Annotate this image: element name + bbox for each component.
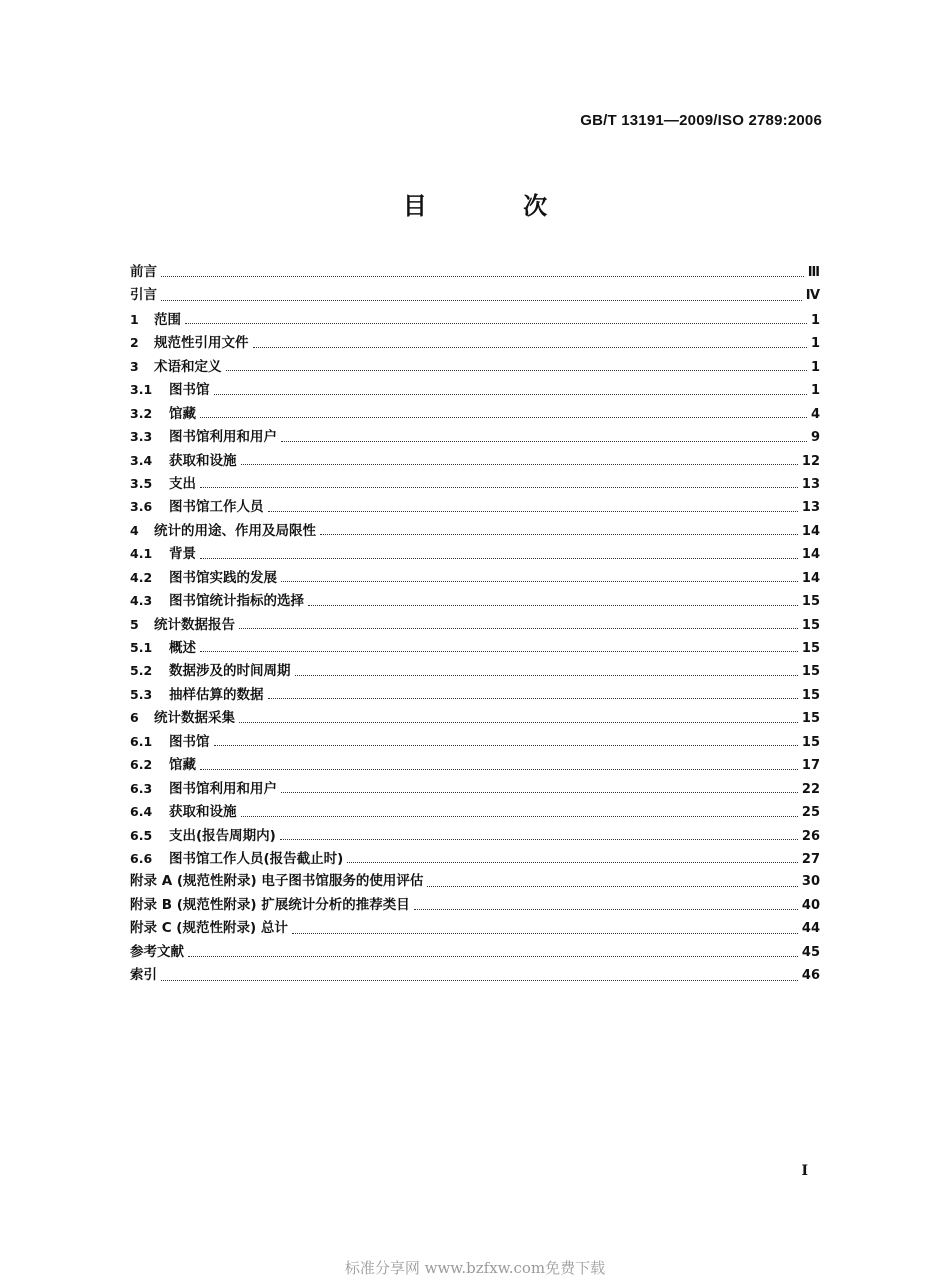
toc-entry-label: 统计数据采集 (154, 710, 235, 727)
toc-entry-label: 索引 (130, 967, 157, 984)
toc-entry[interactable] (130, 495, 820, 518)
toc-entry[interactable] (130, 308, 820, 331)
toc-entry-label: 馆藏 (169, 405, 196, 422)
toc-entry-number: 1 (130, 311, 139, 327)
toc-entry-label: 统计的用途、作用及局限性 (154, 522, 316, 539)
toc-entry[interactable] (130, 566, 820, 589)
toc-entry-page: 15 (801, 734, 820, 750)
toc-entry-page: Ⅳ (805, 288, 820, 304)
table-of-contents (130, 261, 820, 988)
toc-entry-number: 6.1 (130, 733, 153, 749)
toc-entry[interactable] (130, 800, 820, 823)
toc-entry-number: 3.4 (130, 452, 153, 468)
dot-leader (185, 322, 807, 324)
dot-leader (268, 510, 798, 512)
toc-entry-page: 4 (810, 406, 820, 422)
toc-entry-number: 6.6 (130, 850, 153, 866)
toc-entry-page: 15 (801, 617, 820, 633)
toc-entry-page: 15 (801, 641, 820, 656)
toc-entry-page: 13 (801, 476, 820, 492)
dot-leader (188, 955, 798, 957)
toc-entry-label: 图书馆 (169, 733, 210, 750)
toc-entry-label: 图书馆利用和用户 (169, 429, 277, 446)
toc-entry-label: 前言 (130, 264, 157, 280)
dot-leader (161, 299, 802, 301)
dot-leader (414, 908, 798, 910)
toc-entry[interactable] (130, 636, 820, 659)
toc-entry-page: 22 (801, 781, 820, 797)
toc-entry-page: 1 (810, 312, 820, 328)
toc-entry-page: 46 (801, 968, 820, 984)
toc-entry[interactable] (130, 777, 820, 800)
toc-entry-page: 40 (801, 897, 820, 913)
toc-entry-label: 支出(报告周期内) (169, 827, 276, 844)
toc-entry[interactable] (130, 378, 820, 401)
toc-entry-number: 5.1 (130, 640, 153, 655)
page-title: 目 次 (402, 192, 592, 220)
dot-leader (200, 416, 807, 418)
dot-leader (214, 744, 798, 746)
toc-entry-label: 获取和设施 (169, 452, 237, 469)
dot-leader (320, 533, 798, 535)
toc-entry-label: 附录 B (规范性附录) 扩展统计分析的推荐类目 (130, 896, 410, 913)
toc-entry-number: 3.1 (130, 382, 153, 398)
toc-entry-label: 统计数据报告 (154, 616, 235, 633)
toc-entry[interactable] (130, 589, 820, 612)
toc-entry-number: 5.2 (130, 663, 153, 679)
toc-entry-page: 14 (801, 570, 820, 586)
dot-leader (280, 838, 798, 840)
toc-entry[interactable] (130, 355, 820, 378)
dot-leader (295, 674, 798, 676)
toc-entry-page: 1 (810, 383, 820, 399)
toc-entry[interactable] (130, 449, 820, 472)
toc-entry[interactable] (130, 706, 820, 729)
toc-entry-page: 25 (801, 805, 820, 821)
standard-code: GB/T 13191—2009/ISO 2789:2006 (580, 112, 822, 129)
toc-entry-number: 6.3 (130, 780, 153, 796)
toc-entry[interactable] (130, 917, 820, 940)
toc-entry-number: 5 (130, 616, 139, 632)
toc-entry-number: 3.6 (130, 499, 153, 515)
toc-entry-label: 图书馆工作人员(报告截止时) (169, 850, 344, 867)
toc-entry-page: 9 (810, 430, 820, 446)
toc-entry[interactable] (130, 331, 820, 354)
dot-leader (161, 275, 804, 277)
toc-entry-label: 数据涉及的时间周期 (169, 663, 291, 680)
dot-leader (226, 369, 807, 371)
toc-entry-number: 6.2 (130, 757, 153, 773)
toc-entry-page: 12 (801, 453, 820, 469)
toc-entry-number: 3.3 (130, 429, 153, 445)
toc-entry[interactable] (130, 730, 820, 753)
dot-leader (281, 440, 807, 442)
dot-leader (200, 557, 798, 559)
toc-entry[interactable] (130, 847, 820, 870)
dot-leader (241, 815, 798, 817)
dot-leader (281, 580, 798, 582)
toc-entry-label: 引言 (130, 287, 157, 304)
toc-entry-number: 4 (130, 522, 139, 538)
toc-entry-number: 4.1 (130, 546, 153, 562)
toc-entry[interactable] (130, 613, 820, 636)
dot-leader (253, 346, 807, 348)
toc-entry-page: 14 (801, 523, 820, 539)
toc-entry-number: 6.4 (130, 804, 153, 820)
toc-entry-number: 3.2 (130, 405, 153, 421)
dot-leader (200, 768, 798, 770)
toc-entry-label: 概述 (169, 640, 196, 656)
watermark-text: 标准分享网 www.bzfxw.com免费下载 (344, 1259, 606, 1277)
toc-entry-label: 范围 (154, 311, 181, 328)
toc-entry-number: 4.3 (130, 593, 153, 609)
toc-entry-page: 15 (801, 594, 820, 610)
toc-entry[interactable] (130, 425, 820, 448)
toc-entry-page: 13 (801, 500, 820, 516)
toc-entry-page: 44 (801, 921, 820, 937)
toc-entry-label: 馆藏 (169, 757, 196, 774)
dot-leader (161, 979, 798, 981)
toc-entry[interactable] (130, 519, 820, 542)
dot-leader (200, 486, 798, 488)
toc-entry-page: 1 (810, 359, 820, 375)
toc-entry-label: 规范性引用文件 (154, 335, 249, 352)
toc-entry[interactable] (130, 284, 820, 307)
toc-entry-label: 附录 C (规范性附录) 总计 (130, 920, 288, 937)
toc-entry-label: 图书馆实践的发展 (169, 569, 277, 586)
toc-entry-label: 抽样估算的数据 (169, 686, 264, 703)
dot-leader (292, 932, 798, 934)
dot-leader (239, 627, 798, 629)
toc-entry-number: 5.3 (130, 686, 153, 702)
toc-entry[interactable] (130, 402, 820, 425)
toc-entry-number: 6.5 (130, 827, 153, 843)
toc-entry[interactable] (130, 542, 820, 565)
toc-entry-page: 17 (801, 758, 820, 774)
toc-entry[interactable] (130, 941, 820, 964)
toc-entry-number: 4.2 (130, 569, 153, 585)
toc-entry[interactable] (130, 824, 820, 847)
toc-entry[interactable] (130, 472, 820, 495)
toc-entry-number: 3 (130, 358, 139, 374)
toc-entry-label: 术语和定义 (154, 358, 222, 375)
toc-entry-page: 27 (801, 851, 820, 867)
toc-entry-label: 图书馆工作人员 (169, 499, 264, 516)
toc-entry-label: 图书馆 (169, 382, 210, 399)
toc-entry-label: 背景 (169, 546, 196, 563)
dot-leader (241, 463, 798, 465)
toc-entry[interactable] (130, 870, 820, 893)
dot-leader (214, 393, 807, 395)
toc-entry-label: 图书馆统计指标的选择 (169, 593, 304, 610)
dot-leader (308, 604, 798, 606)
dot-leader (239, 721, 798, 723)
toc-entry-label: 图书馆利用和用户 (169, 780, 277, 797)
page-number: I (801, 1163, 808, 1179)
toc-entry-label: 获取和设施 (169, 804, 237, 821)
toc-entry-page: 30 (801, 874, 820, 890)
toc-entry-page: 14 (801, 547, 820, 563)
toc-entry-page: 45 (801, 944, 820, 960)
toc-entry-page: 26 (801, 828, 820, 844)
toc-entry-page: 15 (801, 687, 820, 703)
toc-entry-page: 15 (801, 711, 820, 727)
dot-leader (281, 791, 798, 793)
dot-leader (347, 861, 798, 863)
toc-entry-page: Ⅲ (807, 265, 820, 280)
toc-entry-label: 附录 A (规范性附录) 电子图书馆服务的使用评估 (130, 873, 424, 890)
toc-entry-number: 3.5 (130, 475, 153, 491)
toc-entry-page: 15 (801, 664, 820, 680)
toc-entry[interactable] (130, 964, 820, 987)
dot-leader (427, 885, 798, 887)
toc-entry[interactable] (130, 683, 820, 706)
toc-entry-label: 参考文献 (130, 943, 184, 960)
dot-leader (200, 650, 798, 652)
toc-entry[interactable] (130, 753, 820, 776)
dot-leader (268, 697, 798, 699)
toc-entry[interactable] (130, 894, 820, 917)
toc-entry-number: 2 (130, 335, 139, 351)
toc-entry[interactable] (130, 659, 820, 682)
toc-entry-page: 1 (810, 336, 820, 352)
toc-entry-number: 6 (130, 710, 139, 726)
toc-entry[interactable] (130, 261, 820, 284)
toc-entry-label: 支出 (169, 475, 196, 492)
